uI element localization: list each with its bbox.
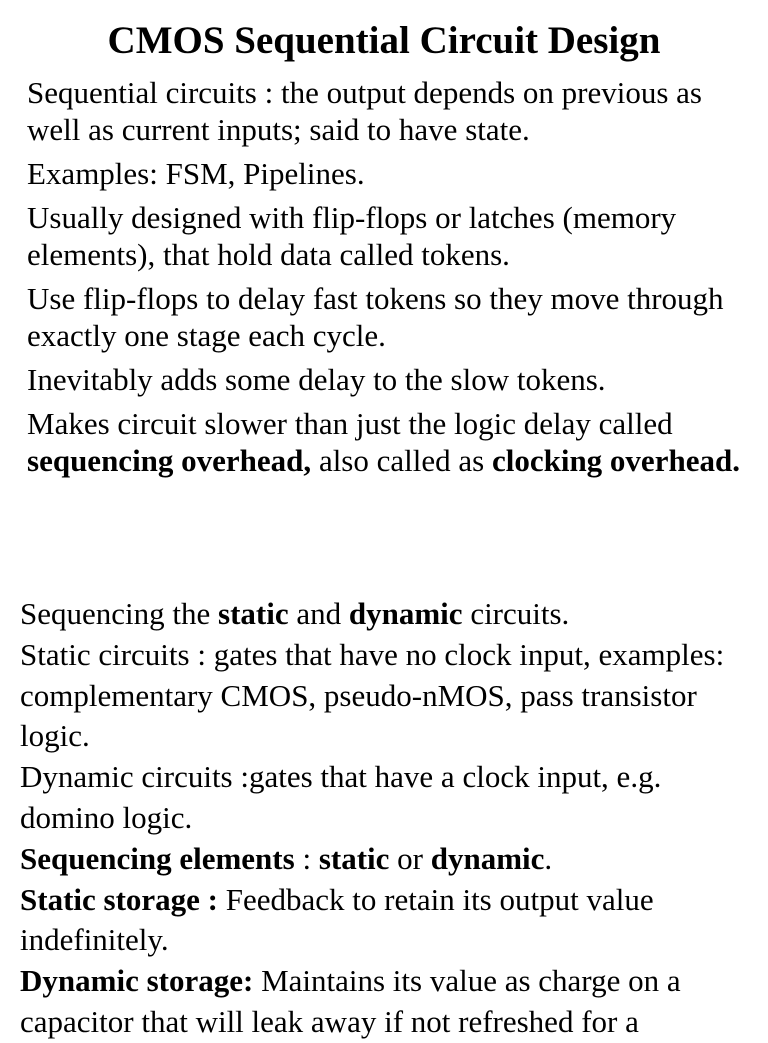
bold-term-sequencing-overhead: sequencing overhead, — [27, 443, 312, 478]
paragraph-sequencing-elements — [20, 839, 760, 880]
paragraph-dynamic-circuits: Dynamic circuits :gates that have a clock input, e.g. domino logic. — [20, 759, 662, 835]
paragraph-static-storage — [20, 880, 760, 962]
bold-term-dynamic: dynamic — [348, 596, 463, 631]
text-segment: or — [389, 840, 431, 876]
text-segment: Makes circuit slower than just the logic delay called — [27, 406, 673, 441]
text-segment: circuits. — [462, 596, 570, 631]
paragraph-dynamic-storage — [20, 961, 760, 1043]
paragraph-flip-flops-latches: Usually designed with flip-flops or latches (memory elements), that hold data called tokens. — [27, 200, 677, 272]
paragraph-static-circuits: Static circuits : gates that have no clock input, examples: complementary CMOS, pseudo-nMOS, pass transistor logic. — [20, 636, 725, 754]
text-segment: : — [294, 840, 319, 876]
paragraph-sequential-definition: Sequential circuits : the output depends on previous as well as current inputs; said to have state. — [27, 75, 702, 147]
bold-term-sequencing-elements: Sequencing elements — [20, 840, 295, 876]
paragraph-sequencing-static-dynamic — [20, 594, 760, 635]
bold-term-dynamic-storage: Dynamic storage: — [20, 963, 254, 999]
paragraph-delay-fast-tokens: Use flip-flops to delay fast tokens so they move through exactly one stage each cycle. — [27, 281, 724, 353]
paragraph-examples: Examples: FSM, Pipelines. — [27, 156, 365, 191]
bold-term-static: static — [318, 840, 390, 876]
page-title: CMOS Sequential Circuit Design — [107, 19, 661, 62]
bold-term-static: static — [218, 596, 289, 631]
static-dynamic-section — [20, 594, 760, 1043]
text-segment: Feedback to retain its output value indefinitely. — [20, 881, 654, 958]
bold-term-static-storage: Static storage : — [20, 881, 218, 917]
bold-term-clocking-overhead: clocking overhead. — [491, 443, 740, 478]
text-segment: Sequencing the — [20, 596, 219, 631]
intro-section — [27, 74, 757, 486]
text-segment: also called as — [311, 443, 492, 478]
paragraph-sequencing-overhead — [27, 405, 757, 479]
text-segment: . — [544, 840, 553, 876]
paragraph-slow-tokens: Inevitably adds some delay to the slow tokens. — [27, 362, 606, 397]
bold-term-dynamic: dynamic — [430, 840, 545, 876]
text-segment: Maintains its value as charge on a capacitor that will leak away if not refreshed for a — [20, 963, 681, 1039]
text-segment: and — [288, 596, 349, 631]
